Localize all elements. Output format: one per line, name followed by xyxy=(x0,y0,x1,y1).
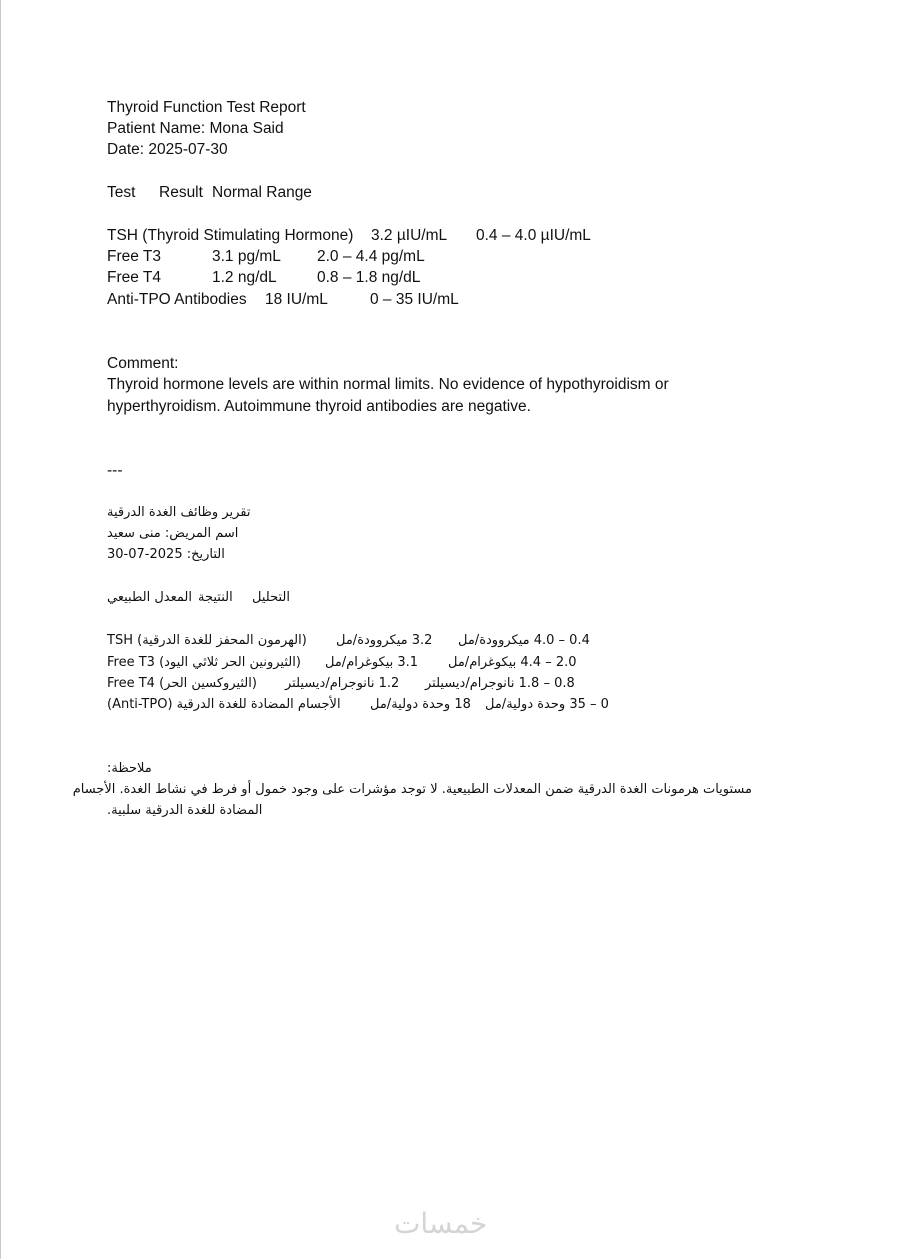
row-range: 0.8 – 1.8 ng/dL xyxy=(317,269,421,286)
row-result: 1.2 ng/dL xyxy=(212,269,277,286)
ar-row-range: 0.8 – 1.8 نانوجرام/ديسيلتر xyxy=(425,676,575,691)
ar-row-test: TSH (الهرمون المحفز للغدة الدرقية) xyxy=(107,633,307,648)
ar-header-range: المعدل الطبيعي xyxy=(107,590,192,605)
row-test: Free T3 xyxy=(107,248,161,265)
ar-row-range: 2.0 – 4.4 بيكوغرام/مل xyxy=(448,655,577,670)
ar-row-range: 0.4 – 4.0 ميكروودة/مل xyxy=(458,633,590,648)
ar-comment-line-2: المضادة للغدة الدرقية سلبية. xyxy=(107,803,263,818)
comment-label: Comment: xyxy=(107,355,179,372)
comment-line-1: Thyroid hormone levels are within normal limits. No evidence of hypothyroidism or xyxy=(107,376,669,393)
ar-row-result: 3.1 بيكوغرام/مل xyxy=(325,655,419,670)
ar-row-result: 18 وحدة دولية/مل xyxy=(370,697,471,712)
row-result: 3.2 µIU/mL xyxy=(371,227,448,244)
row-result: 18 IU/mL xyxy=(265,291,328,308)
report-date: Date: 2025-07-30 xyxy=(107,141,228,158)
ar-row-test: الأجسام المضادة للغدة الدرقية (Anti-TPO) xyxy=(107,697,341,712)
header-result: Result xyxy=(159,184,203,201)
row-range: 2.0 – 4.4 pg/mL xyxy=(317,248,425,265)
ar-row-test: Free T4 (الثيروكسين الحر) xyxy=(107,676,257,691)
patient-name: Patient Name: Mona Said xyxy=(107,120,284,137)
ar-row-range: 0 – 35 وحدة دولية/مل xyxy=(485,697,609,712)
header-test: Test xyxy=(107,184,136,201)
ar-report-title: تقرير وظائف الغدة الدرقية xyxy=(107,505,251,520)
report-title: Thyroid Function Test Report xyxy=(107,99,306,116)
row-test: Free T4 xyxy=(107,269,161,286)
ar-patient-name: اسم المريض: منى سعيد xyxy=(107,526,239,541)
ar-comment-label: ملاحظة: xyxy=(107,761,152,776)
ar-header-result: النتيجة xyxy=(198,590,233,605)
row-range: 0 – 35 IU/mL xyxy=(370,291,459,308)
ar-row-result: 3.2 ميكروودة/مل xyxy=(336,633,433,648)
row-result: 3.1 pg/mL xyxy=(212,248,281,265)
section-separator: --- xyxy=(107,462,123,479)
row-test: Anti-TPO Antibodies xyxy=(107,291,247,308)
row-test: TSH (Thyroid Stimulating Hormone) xyxy=(107,227,354,244)
watermark-logo: خمسات xyxy=(394,1207,488,1240)
ar-report-date: التاريخ: 2025-07-30 xyxy=(107,547,225,562)
comment-line-2: hyperthyroidism. Autoimmune thyroid antibodies are negative. xyxy=(107,398,531,415)
ar-row-test: Free T3 (الثيرونين الحر ثلاثي اليود) xyxy=(107,655,301,670)
ar-comment-line-1: مستويات هرمونات الغدة الدرقية ضمن المعدلات الطبيعية. لا توجد مؤشرات على وجود خمول أو فرط في نشاط الغدة. الأجسام xyxy=(72,782,752,797)
row-range: 0.4 – 4.0 µIU/mL xyxy=(476,227,591,244)
page-edge xyxy=(0,0,1,1259)
ar-header-test: التحليل xyxy=(252,590,290,605)
ar-row-result: 1.2 نانوجرام/ديسيلتر xyxy=(285,676,400,691)
header-range: Normal Range xyxy=(212,184,312,201)
